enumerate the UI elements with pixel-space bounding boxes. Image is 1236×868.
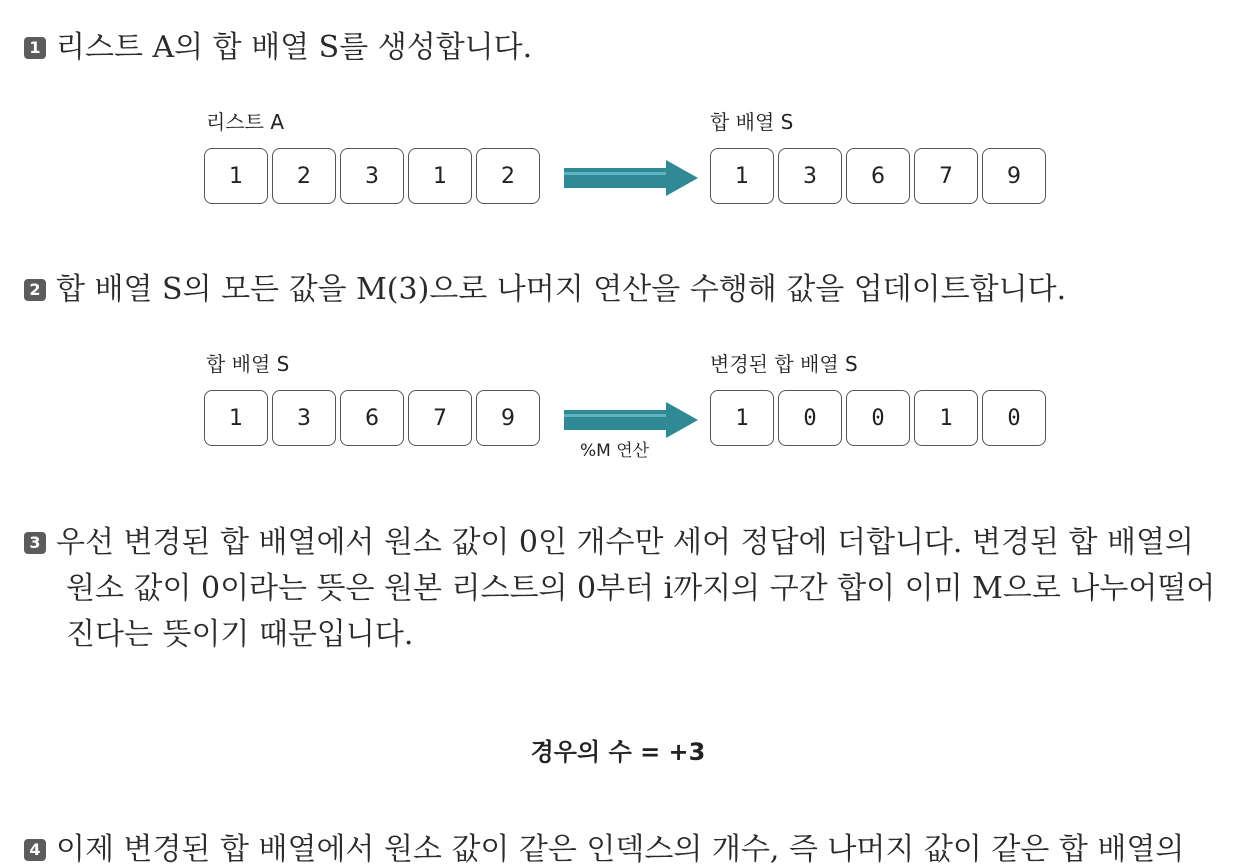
step-1 [24,30,532,66]
sum-array-label: 합 배열 S [710,110,794,134]
modified-sum-array-label: 변경된 합 배열 S [710,352,858,376]
array-cell: 2 [272,148,336,204]
array-cell: 0 [846,390,910,446]
list-a-label: 리스트 A [206,110,284,134]
step-2 [24,272,1066,308]
step-2-text: 합 배열 S의 모든 값을 M(3)으로 나머지 연산을 수행해 값을 업데이트합니다. [56,272,1067,307]
right-arrow-icon [564,160,700,196]
modified-sum-array [710,390,1046,446]
array-cell: 1 [204,390,268,446]
array-cell: 3 [272,390,336,446]
sum-array [710,148,1046,204]
array-cell: 1 [204,148,268,204]
sum-array [204,390,540,446]
case-count-result: 경우의 수 = +3 [530,738,706,766]
array-cell: 7 [914,148,978,204]
array-cell: 0 [982,390,1046,446]
array-cell: 2 [476,148,540,204]
step-number-badge: 3 [24,532,46,554]
mod-operation-label: %M 연산 [580,441,650,461]
array-cell: 9 [476,390,540,446]
array-cell: 6 [340,390,404,446]
array-cell: 1 [408,148,472,204]
step-4 [24,832,1184,868]
array-cell: 1 [710,390,774,446]
list-a-array [204,148,540,204]
right-arrow-icon [564,402,700,438]
step-3 [24,520,1224,658]
array-cell: 3 [340,148,404,204]
step-3-text: 우선 변경된 합 배열에서 원소 값이 0인 개수만 세어 정답에 더합니다. 변경된 합 배열의 [56,525,1194,560]
array-cell: 0 [778,390,842,446]
step-3-line-3: 진다는 뜻이기 때문입니다. [66,617,414,652]
step-1-text: 리스트 A의 합 배열 S를 생성합니다. [56,30,533,65]
step-3-line-2: 원소 값이 0이라는 뜻은 원본 리스트의 0부터 i까지의 구간 합이 이미 M으로 나누어떨어 [66,571,1216,606]
array-cell: 6 [846,148,910,204]
array-cell: 3 [778,148,842,204]
step-4-text: 이제 변경된 합 배열에서 원소 값이 같은 인덱스의 개수, 즉 나머지 값이 같은 합 배열의 [56,832,1185,867]
array-cell: 1 [710,148,774,204]
step-number-badge: 1 [24,37,46,59]
array-cell: 1 [914,390,978,446]
step-number-badge: 2 [24,279,46,301]
step-3-line-1 [24,520,1224,566]
array-cell: 9 [982,148,1046,204]
array-cell: 7 [408,390,472,446]
sum-array-label: 합 배열 S [206,352,290,376]
step-number-badge: 4 [24,839,46,861]
